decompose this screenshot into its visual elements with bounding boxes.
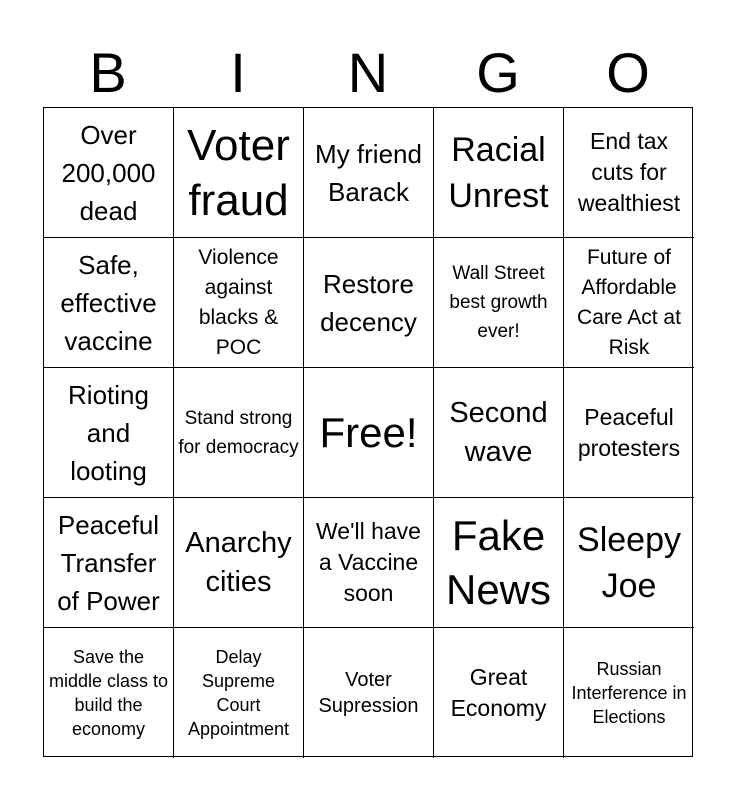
cell-text: Stand strong for democracy xyxy=(178,407,299,458)
bingo-cell[interactable] xyxy=(304,238,434,368)
bingo-board xyxy=(43,107,693,757)
bingo-cell[interactable] xyxy=(174,108,304,238)
bingo-cell[interactable] xyxy=(564,108,694,238)
bingo-cell[interactable] xyxy=(44,628,174,758)
bingo-cell[interactable] xyxy=(564,368,694,498)
bingo-cell[interactable] xyxy=(174,628,304,758)
bingo-header xyxy=(43,38,693,108)
cell-text: Sleepy Joe xyxy=(577,520,681,605)
bingo-cell[interactable] xyxy=(434,498,564,628)
bingo-cell[interactable] xyxy=(304,108,434,238)
header-letter-o: O xyxy=(606,41,650,104)
bingo-cell[interactable] xyxy=(434,238,564,368)
cell-text: End tax cuts for wealthiest xyxy=(577,128,681,216)
cell-text: Violence against blacks & POC xyxy=(198,245,279,359)
cell-text: Restore decency xyxy=(320,268,417,337)
cell-text: Over 200,000 dead xyxy=(61,119,156,226)
cell-text: Second wave xyxy=(449,396,548,468)
bingo-cell[interactable] xyxy=(174,238,304,368)
bingo-cell[interactable] xyxy=(564,238,694,368)
bingo-cell[interactable] xyxy=(304,628,434,758)
cell-text: Save the middle class to build the economy xyxy=(48,647,169,739)
header-letter-b: B xyxy=(89,41,127,104)
cell-text: Peaceful protesters xyxy=(577,403,681,461)
cell-text: Safe, effective vaccine xyxy=(60,249,157,356)
cell-text: Free! xyxy=(319,408,418,456)
header-letter-i: I xyxy=(230,41,246,104)
bingo-cell[interactable] xyxy=(44,108,174,238)
cell-text: Great Economy xyxy=(450,664,547,721)
cell-text: We'll have a Vaccine soon xyxy=(316,518,421,606)
cell-text: Racial Unrest xyxy=(448,130,549,215)
bingo-cell[interactable] xyxy=(174,368,304,498)
bingo-cell[interactable] xyxy=(44,368,174,498)
bingo-cell[interactable] xyxy=(304,498,434,628)
bingo-cell[interactable] xyxy=(434,108,564,238)
header-letter-g: G xyxy=(476,41,520,104)
cell-text: Fake News xyxy=(445,511,552,613)
cell-text: Wall Street best growth ever! xyxy=(449,263,548,342)
bingo-cell[interactable] xyxy=(174,498,304,628)
bingo-cell[interactable] xyxy=(44,238,174,368)
cell-text: Delay Supreme Court Appointment xyxy=(187,647,290,739)
cell-text: Voter fraud xyxy=(187,120,290,225)
cell-text: Voter Supression xyxy=(318,669,419,717)
bingo-cell[interactable] xyxy=(564,628,694,758)
cell-text: Future of Affordable Care Act at Risk xyxy=(577,245,681,359)
bingo-cell[interactable] xyxy=(434,628,564,758)
cell-text: Anarchy cities xyxy=(185,526,292,598)
cell-text: My friend Barack xyxy=(315,138,422,207)
bingo-cell-free[interactable] xyxy=(304,368,434,498)
bingo-cell[interactable] xyxy=(564,498,694,628)
cell-text: Peaceful Transfer of Power xyxy=(57,509,160,616)
cell-text: Russian Interference in Elections xyxy=(571,659,687,727)
cell-text: Rioting and looting xyxy=(68,379,149,486)
header-letter-n: N xyxy=(347,41,389,104)
bingo-cell[interactable] xyxy=(434,368,564,498)
bingo-cell[interactable] xyxy=(44,498,174,628)
